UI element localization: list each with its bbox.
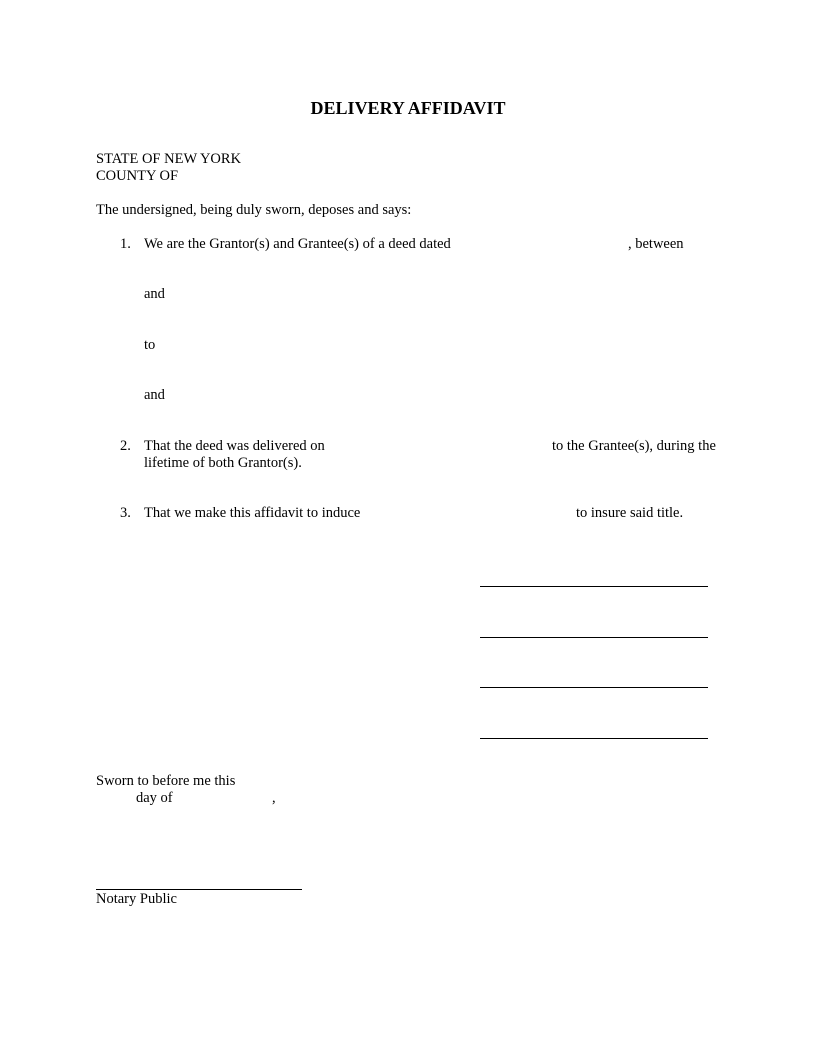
item-3-text: That we make this affidavit to induce xyxy=(144,505,361,521)
notary-label: Notary Public xyxy=(96,891,177,907)
signature-line-1[interactable] xyxy=(480,586,708,587)
jurat-comma: , xyxy=(272,790,276,806)
jurat-day-of: day of xyxy=(136,790,173,806)
item-2-text: That the deed was delivered on xyxy=(144,438,325,454)
item-3-insure: to insure said title. xyxy=(576,505,684,521)
jurat-sworn: Sworn to before me this xyxy=(96,773,236,789)
signature-line-2[interactable] xyxy=(480,637,708,638)
item-1-between: , between xyxy=(628,236,684,252)
item-2-number: 2. xyxy=(120,438,131,454)
item-1-and-1: and xyxy=(144,286,165,302)
item-1-number: 1. xyxy=(120,236,131,252)
intro-text: The undersigned, being duly sworn, deposes and says: xyxy=(96,202,412,218)
notary-signature-line[interactable] xyxy=(96,889,302,890)
item-2-to-grantees: to the Grantee(s), during the xyxy=(552,438,716,454)
venue-state: STATE OF NEW YORK xyxy=(96,151,242,167)
item-3-number: 3. xyxy=(120,505,131,521)
item-1-to: to xyxy=(144,337,156,353)
signature-line-4[interactable] xyxy=(480,738,708,739)
venue-county: COUNTY OF xyxy=(96,168,179,184)
item-2-line-2: lifetime of both Grantor(s). xyxy=(144,455,302,471)
document-title: DELIVERY AFFIDAVIT xyxy=(310,98,506,118)
item-1-and-2: and xyxy=(144,387,165,403)
item-1-text: We are the Grantor(s) and Grantee(s) of a deed dated xyxy=(144,236,451,252)
signature-line-3[interactable] xyxy=(480,687,708,688)
